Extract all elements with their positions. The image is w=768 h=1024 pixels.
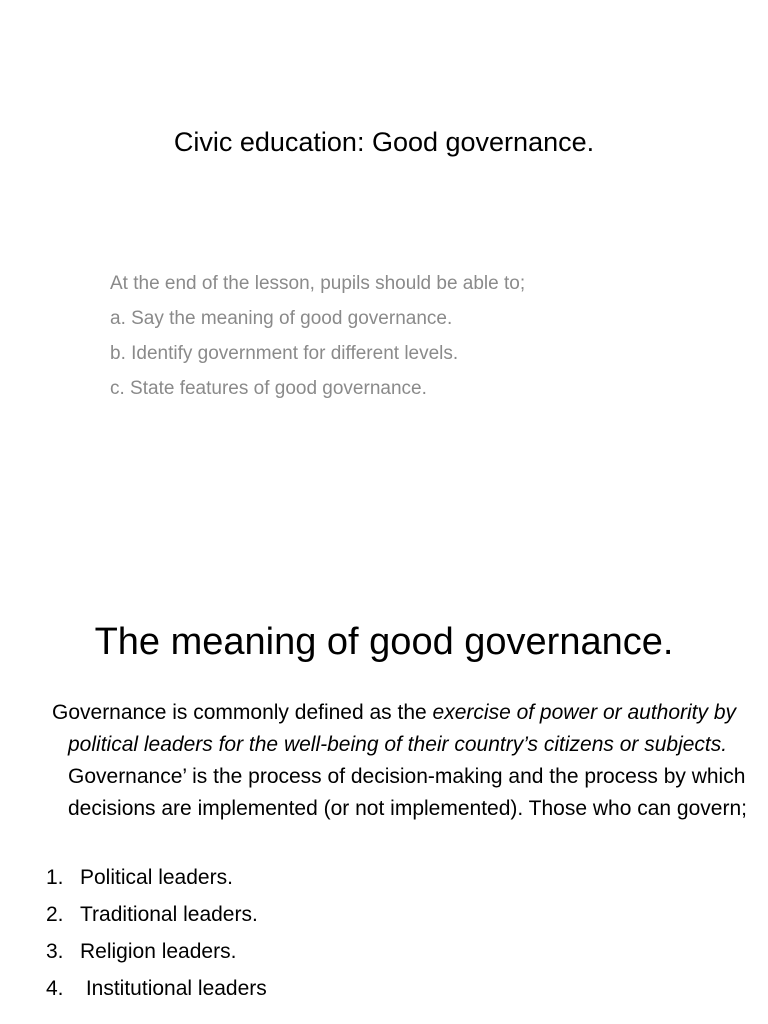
definition-rest: Governance’ is the process of decision-making and the process by which decisions are implemented (or not implemented). Those who can govern; — [68, 765, 747, 820]
objective-item: c. State features of good governance. — [110, 378, 427, 399]
list-item — [46, 862, 726, 899]
governance-definition — [52, 697, 768, 825]
slide-title: Civic education: Good governance. — [173, 127, 595, 157]
objectives-intro: At the end of the lesson, pupils should be able to; — [110, 273, 526, 294]
leaders-list — [46, 862, 726, 1010]
definition-emphasis: exercise of power or authority by political leaders for the well-being of their country’s citizens or subjects. — [68, 701, 737, 756]
list-number: 4. — [46, 977, 64, 1000]
slide-meaning-of-governance — [0, 576, 768, 1024]
list-number: 2. — [46, 903, 64, 926]
slide-title: The meaning of good governance. — [94, 621, 674, 663]
list-item — [46, 973, 726, 1010]
objective-item: b. Identify government for different levels. — [110, 343, 459, 364]
list-number: 1. — [46, 866, 64, 889]
list-label: Religion leaders. — [80, 940, 237, 963]
list-item — [46, 936, 726, 973]
list-label: Political leaders. — [80, 866, 233, 889]
list-number: 3. — [46, 940, 64, 963]
list-label: Traditional leaders. — [80, 903, 258, 926]
objectives-list — [110, 268, 710, 408]
objective-item: a. Say the meaning of good governance. — [110, 308, 453, 329]
definition-intro: Governance is commonly defined as the — [52, 701, 433, 724]
list-item — [46, 899, 726, 936]
list-label: Institutional leaders — [80, 977, 267, 1000]
